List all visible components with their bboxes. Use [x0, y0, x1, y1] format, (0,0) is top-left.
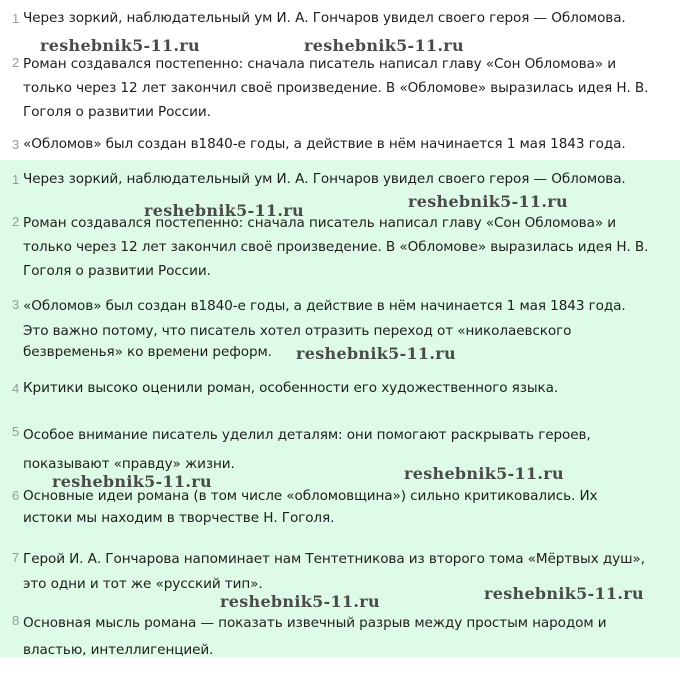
- item-line: только через 12 лет закончил своё произведение. В «Обломове» выразилась идея Н. В.: [23, 80, 649, 96]
- item-number: 6: [12, 488, 20, 503]
- item-line: Критики высоко оценили роман, особенности его художественного языка.: [23, 380, 559, 396]
- item-number: 2: [12, 55, 20, 70]
- item-number: 1: [12, 11, 20, 26]
- item-number: 8: [12, 613, 20, 628]
- watermark: reshebnik5-11.ru: [404, 464, 564, 483]
- item-number: 2: [12, 214, 20, 229]
- item-text: [23, 211, 680, 283]
- item-line: Основная мысль романа — показать извечный разрыв между простым народом и: [23, 615, 607, 631]
- item-text: [23, 169, 680, 190]
- item-text: [23, 610, 680, 664]
- item-line: Через зоркий, наблюдательный ум И. А. Гончаров увидел своего героя — Обломова.: [23, 171, 626, 187]
- item-line: только через 12 лет закончил своё произведение. В «Обломове» выразилась идея Н. В.: [23, 239, 649, 255]
- item-number: 7: [12, 550, 20, 565]
- item-line: истоки мы находим в творчестве Н. Гоголя.: [23, 510, 335, 526]
- item-number: 5: [12, 424, 20, 439]
- watermark: reshebnik5-11.ru: [408, 192, 568, 211]
- item-text: [23, 485, 680, 529]
- watermark: reshebnik5-11.ru: [52, 472, 212, 491]
- item-text: [23, 134, 680, 155]
- item-number: 4: [12, 381, 20, 396]
- item-line: Особое внимание писатель уделил деталям: они помогают раскрывать героев,: [23, 427, 591, 443]
- item-line: безвременья» ко времени реформ.: [23, 344, 272, 360]
- item-line: «Обломов» был создан в1840-е годы, а действие в нём начинается 1 мая 1843 года.: [23, 298, 626, 314]
- item-line: Роман создавался постепенно: сначала писатель написал главу «Сон Обломова» и: [23, 56, 616, 72]
- item-line: Гоголя о развитии России.: [23, 104, 211, 120]
- item-line: показывают «правду» жизни.: [23, 456, 235, 472]
- item-line: Герой И. А. Гончарова напоминает нам Тентетникова из второго тома «Мёртвых душ»,: [23, 551, 645, 567]
- watermark: reshebnik5-11.ru: [304, 36, 464, 55]
- item-text: [23, 52, 680, 124]
- item-line: это одни и тот же «русский тип».: [23, 576, 263, 592]
- item-text: [23, 378, 680, 399]
- item-line: Это важно потому, что писатель хотел отразить переход от «николаевского: [23, 323, 572, 339]
- item-line: властью, интеллигенцией.: [23, 642, 214, 658]
- item-line: «Обломов» был создан в1840-е годы, а действие в нём начинается 1 мая 1843 года.: [23, 136, 626, 152]
- item-text: [23, 421, 680, 479]
- watermark: reshebnik5-11.ru: [484, 584, 644, 603]
- item-number: 3: [12, 297, 20, 312]
- watermark: reshebnik5-11.ru: [220, 592, 380, 611]
- item-number: 3: [12, 137, 20, 152]
- item-text: [23, 8, 680, 29]
- item-line: Через зоркий, наблюдательный ум И. А. Гончаров увидел своего героя — Обломова.: [23, 10, 626, 26]
- watermark: reshebnik5-11.ru: [296, 344, 456, 363]
- item-line: Гоголя о развитии России.: [23, 263, 211, 279]
- item-line: Роман создавался постепенно: сначала писатель написал главу «Сон Обломова» и: [23, 215, 616, 231]
- watermark: reshebnik5-11.ru: [144, 201, 304, 220]
- item-line: Основные идеи романа (в том числе «обломовщина») сильно критиковались. Их: [23, 488, 598, 504]
- item-number: 1: [12, 172, 20, 187]
- watermark: reshebnik5-11.ru: [40, 36, 200, 55]
